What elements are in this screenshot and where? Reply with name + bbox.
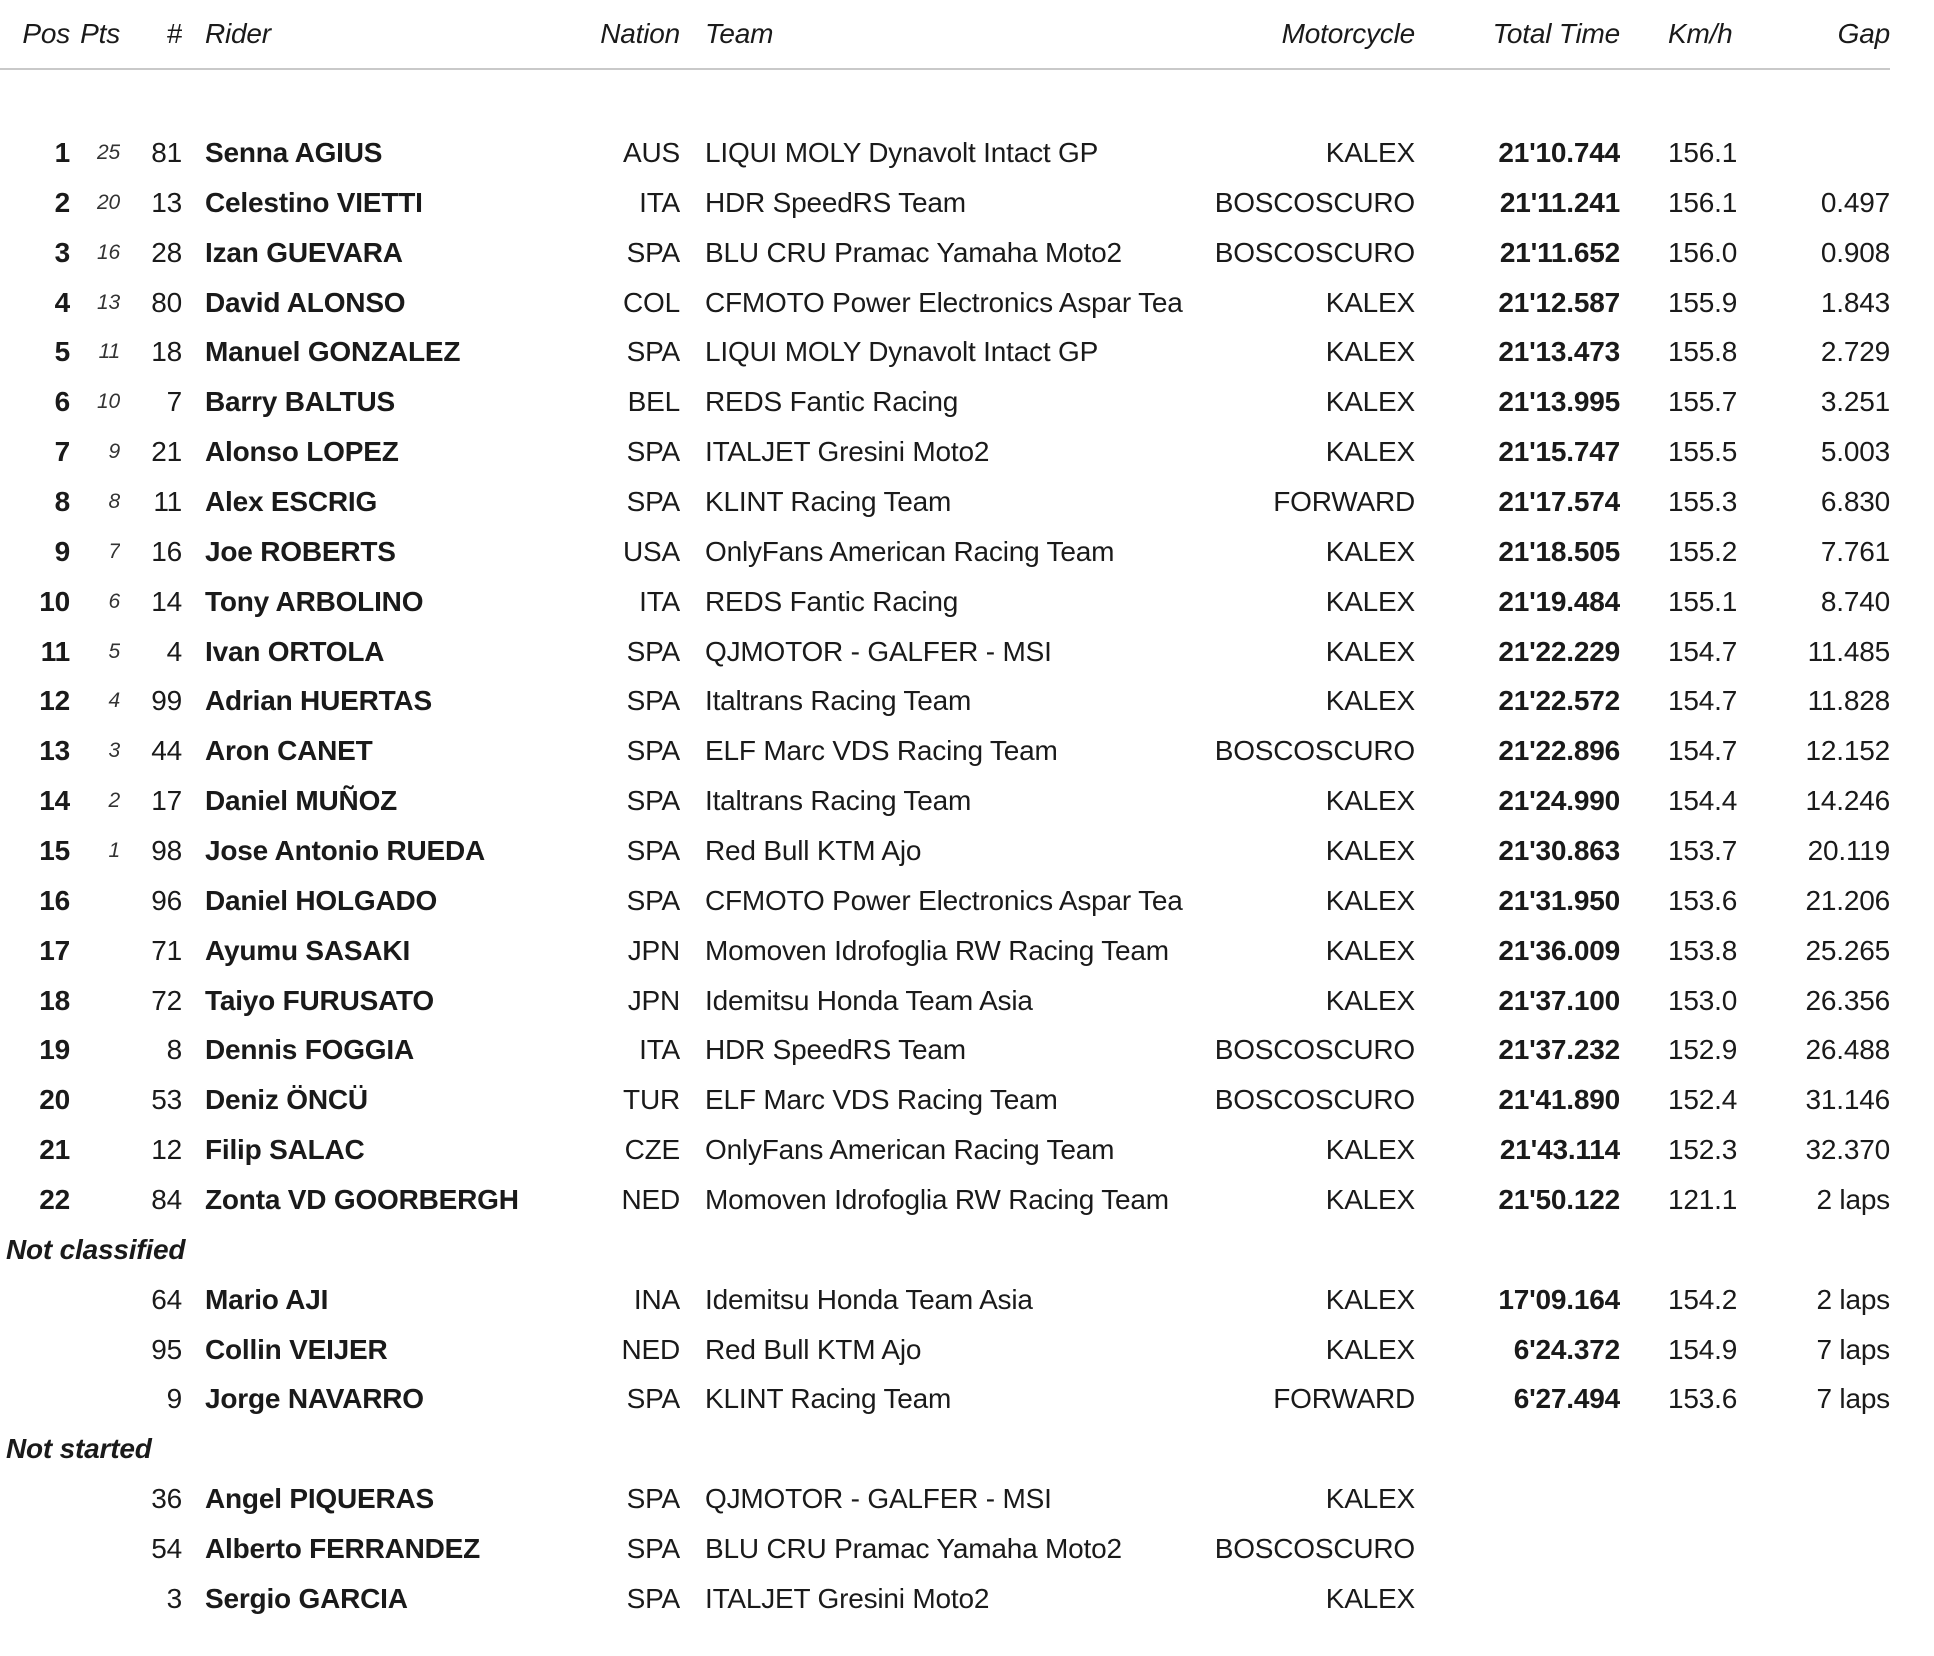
gap: 7.761 bbox=[1820, 535, 1890, 567]
rider-number: 36 bbox=[151, 1483, 182, 1515]
rider-name: Dennis FOGGIA bbox=[205, 1034, 414, 1066]
points: 13 bbox=[97, 290, 120, 314]
nation: SPA bbox=[626, 1483, 680, 1515]
total-time: 21'43.114 bbox=[1499, 1134, 1620, 1166]
total-time: 21'30.863 bbox=[1498, 834, 1620, 866]
team-name: ITALJET Gresini Moto2 bbox=[705, 1582, 990, 1614]
nation: JPN bbox=[627, 934, 680, 966]
team-name: CFMOTO Power Electronics Aspar Tea bbox=[705, 884, 1183, 916]
position: 14 bbox=[39, 785, 70, 817]
rider-number: 28 bbox=[151, 236, 182, 268]
results-body bbox=[0, 128, 1890, 1624]
rider-number: 84 bbox=[151, 1183, 182, 1215]
nation: SPA bbox=[626, 635, 680, 667]
rider-name: Daniel HOLGADO bbox=[205, 884, 438, 916]
team-name: ITALJET Gresini Moto2 bbox=[705, 436, 990, 468]
result-row bbox=[0, 1175, 1890, 1225]
kmh: 154.7 bbox=[1668, 635, 1738, 667]
points: 3 bbox=[108, 739, 120, 763]
nation: CZE bbox=[624, 1134, 680, 1166]
rider-name: Joe ROBERTS bbox=[205, 535, 396, 567]
total-time: 21'18.505 bbox=[1498, 535, 1620, 567]
nation: SPA bbox=[626, 1582, 680, 1614]
position: 13 bbox=[39, 735, 70, 767]
motorcycle: KALEX bbox=[1325, 286, 1415, 318]
rider-name: Ivan ORTOLA bbox=[205, 635, 385, 667]
header-body-spacer bbox=[0, 70, 1890, 128]
rider-number: 99 bbox=[151, 685, 182, 717]
total-time: 21'11.652 bbox=[1499, 236, 1620, 268]
nation: NED bbox=[621, 1333, 680, 1365]
nation: ITA bbox=[639, 186, 680, 218]
gap: 26.488 bbox=[1805, 1034, 1890, 1066]
motorcycle: KALEX bbox=[1325, 1183, 1415, 1215]
kmh: 155.3 bbox=[1668, 485, 1738, 517]
position: 1 bbox=[54, 136, 70, 168]
gap: 25.265 bbox=[1805, 934, 1890, 966]
points: 7 bbox=[108, 539, 120, 563]
position: 16 bbox=[39, 884, 70, 916]
team-name: Idemitsu Honda Team Asia bbox=[705, 1283, 1033, 1315]
result-row bbox=[0, 527, 1890, 577]
kmh: 156.0 bbox=[1668, 236, 1738, 268]
rider-name: Manuel GONZALEZ bbox=[205, 336, 461, 368]
rider-name: Deniz ÖNCÜ bbox=[205, 1084, 368, 1116]
result-row bbox=[0, 577, 1890, 627]
result-row bbox=[0, 627, 1890, 677]
nation: SPA bbox=[626, 735, 680, 767]
result-row bbox=[0, 926, 1890, 976]
kmh: 156.1 bbox=[1668, 186, 1738, 218]
column-header-gap: Gap bbox=[1837, 18, 1890, 49]
position: 10 bbox=[39, 585, 70, 617]
team-name: Momoven Idrofoglia RW Racing Team bbox=[705, 1183, 1169, 1215]
motorcycle: KALEX bbox=[1325, 535, 1415, 567]
team-name: OnlyFans American Racing Team bbox=[705, 535, 1115, 567]
result-row bbox=[0, 377, 1890, 427]
gap: 7 laps bbox=[1816, 1333, 1890, 1365]
column-header-pos: Pos bbox=[22, 18, 70, 49]
column-header-number: # bbox=[166, 18, 182, 49]
points: 8 bbox=[108, 489, 120, 513]
nation: SPA bbox=[626, 834, 680, 866]
motorcycle: KALEX bbox=[1325, 984, 1415, 1016]
total-time: 21'31.950 bbox=[1498, 884, 1620, 916]
motorcycle: BOSCOSCURO bbox=[1214, 186, 1415, 218]
points: 11 bbox=[98, 340, 120, 364]
motorcycle: KALEX bbox=[1325, 685, 1415, 717]
result-row bbox=[0, 726, 1890, 776]
kmh: 153.0 bbox=[1668, 984, 1738, 1016]
nation: SPA bbox=[626, 485, 680, 517]
position: 8 bbox=[54, 485, 70, 517]
team-name: Italtrans Racing Team bbox=[705, 685, 972, 717]
team-name: ELF Marc VDS Racing Team bbox=[705, 1084, 1058, 1116]
nation: SPA bbox=[626, 884, 680, 916]
result-row bbox=[0, 1574, 1890, 1624]
nation: SPA bbox=[626, 1383, 680, 1415]
rider-number: 3 bbox=[166, 1582, 182, 1614]
result-row bbox=[0, 327, 1890, 377]
kmh: 121.1 bbox=[1668, 1183, 1738, 1215]
rider-number: 17 bbox=[151, 785, 182, 817]
rider-number: 8 bbox=[166, 1034, 182, 1066]
motorcycle: BOSCOSCURO bbox=[1214, 236, 1415, 268]
position: 17 bbox=[39, 934, 70, 966]
result-row bbox=[0, 1125, 1890, 1175]
kmh: 156.1 bbox=[1668, 136, 1738, 168]
motorcycle: KALEX bbox=[1325, 1483, 1415, 1515]
kmh: 154.7 bbox=[1668, 735, 1738, 767]
team-name: HDR SpeedRS Team bbox=[705, 186, 966, 218]
points: 5 bbox=[108, 639, 120, 663]
rider-name: Adrian HUERTAS bbox=[205, 685, 432, 717]
column-header-kmh: Km/h bbox=[1668, 18, 1733, 49]
rider-name: Celestino VIETTI bbox=[205, 186, 423, 218]
result-row bbox=[0, 228, 1890, 278]
nation: AUS bbox=[623, 136, 680, 168]
rider-number: 7 bbox=[166, 386, 182, 418]
position: 7 bbox=[54, 436, 70, 468]
gap: 11.485 bbox=[1807, 635, 1890, 667]
result-row bbox=[0, 826, 1890, 876]
position: 11 bbox=[40, 635, 70, 667]
points: 1 bbox=[108, 838, 120, 862]
motorcycle: KALEX bbox=[1325, 386, 1415, 418]
total-time: 21'13.473 bbox=[1498, 336, 1620, 368]
points: 16 bbox=[97, 240, 120, 264]
team-name: CFMOTO Power Electronics Aspar Tea bbox=[705, 286, 1183, 318]
rider-number: 9 bbox=[166, 1383, 182, 1415]
team-name: HDR SpeedRS Team bbox=[705, 1034, 966, 1066]
total-time: 21'50.122 bbox=[1498, 1183, 1620, 1215]
rider-name: Alex ESCRIG bbox=[205, 485, 378, 517]
team-name: REDS Fantic Racing bbox=[705, 386, 959, 418]
position: 15 bbox=[39, 834, 70, 866]
section-title: Not classified bbox=[6, 1233, 186, 1265]
total-time: 21'37.232 bbox=[1498, 1034, 1620, 1066]
team-name: LIQUI MOLY Dynavolt Intact GP bbox=[705, 136, 1099, 168]
rider-number: 14 bbox=[151, 585, 182, 617]
motorcycle: KALEX bbox=[1325, 785, 1415, 817]
column-header-total-time: Total Time bbox=[1492, 18, 1620, 49]
motorcycle: BOSCOSCURO bbox=[1214, 735, 1415, 767]
nation: ITA bbox=[639, 585, 680, 617]
points: 25 bbox=[97, 140, 120, 164]
motorcycle: KALEX bbox=[1325, 635, 1415, 667]
gap: 32.370 bbox=[1805, 1134, 1890, 1166]
kmh: 155.2 bbox=[1668, 535, 1738, 567]
kmh: 153.6 bbox=[1668, 884, 1738, 916]
gap: 2 laps bbox=[1816, 1183, 1890, 1215]
total-time: 17'09.164 bbox=[1498, 1283, 1620, 1315]
gap: 12.152 bbox=[1805, 735, 1890, 767]
position: 4 bbox=[54, 286, 70, 318]
rider-name: David ALONSO bbox=[205, 286, 406, 318]
total-time: 21'36.009 bbox=[1498, 934, 1620, 966]
rider-number: 81 bbox=[151, 136, 182, 168]
team-name: QJMOTOR - GALFER - MSI bbox=[705, 635, 1052, 667]
nation: SPA bbox=[626, 336, 680, 368]
motorcycle: KALEX bbox=[1325, 336, 1415, 368]
motorcycle: BOSCOSCURO bbox=[1214, 1084, 1415, 1116]
nation: SPA bbox=[626, 785, 680, 817]
motorcycle: KALEX bbox=[1325, 136, 1415, 168]
rider-number: 18 bbox=[151, 336, 182, 368]
rider-number: 80 bbox=[151, 286, 182, 318]
nation: SPA bbox=[626, 436, 680, 468]
total-time: 21'12.587 bbox=[1498, 286, 1620, 318]
gap: 2.729 bbox=[1820, 336, 1890, 368]
rider-number: 4 bbox=[166, 635, 182, 667]
rider-number: 44 bbox=[151, 735, 182, 767]
motorcycle: KALEX bbox=[1325, 585, 1415, 617]
rider-name: Jorge NAVARRO bbox=[205, 1383, 424, 1415]
motorcycle: KALEX bbox=[1325, 884, 1415, 916]
total-time: 21'37.100 bbox=[1498, 984, 1620, 1016]
section-title: Not started bbox=[6, 1433, 152, 1465]
result-row bbox=[0, 1075, 1890, 1125]
team-name: KLINT Racing Team bbox=[705, 1383, 952, 1415]
gap: 21.206 bbox=[1805, 884, 1890, 916]
total-time: 6'24.372 bbox=[1513, 1333, 1620, 1365]
position: 19 bbox=[39, 1034, 70, 1066]
team-name: OnlyFans American Racing Team bbox=[705, 1134, 1115, 1166]
nation: COL bbox=[623, 286, 680, 318]
column-header-rider: Rider bbox=[205, 18, 271, 49]
total-time: 21'22.229 bbox=[1498, 635, 1620, 667]
team-name: Momoven Idrofoglia RW Racing Team bbox=[705, 934, 1169, 966]
nation: SPA bbox=[626, 236, 680, 268]
position: 20 bbox=[39, 1084, 70, 1116]
total-time: 21'13.995 bbox=[1498, 386, 1620, 418]
rider-name: Collin VEIJER bbox=[205, 1333, 388, 1365]
team-name: ELF Marc VDS Racing Team bbox=[705, 735, 1058, 767]
rider-name: Barry BALTUS bbox=[205, 386, 396, 418]
position: 3 bbox=[54, 236, 70, 268]
rider-number: 72 bbox=[151, 984, 182, 1016]
rider-number: 21 bbox=[151, 436, 182, 468]
rider-name: Alberto FERRANDEZ bbox=[205, 1532, 481, 1564]
total-time: 6'27.494 bbox=[1513, 1383, 1620, 1415]
kmh: 152.3 bbox=[1668, 1134, 1738, 1166]
rider-name: Senna AGIUS bbox=[205, 136, 383, 168]
result-row bbox=[0, 1325, 1890, 1375]
gap: 0.497 bbox=[1820, 186, 1890, 218]
result-row bbox=[0, 1374, 1890, 1424]
rider-name: Aron CANET bbox=[205, 735, 373, 767]
team-name: LIQUI MOLY Dynavolt Intact GP bbox=[705, 336, 1099, 368]
result-row bbox=[0, 427, 1890, 477]
rider-name: Sergio GARCIA bbox=[205, 1582, 408, 1614]
rider-name: Zonta VD GOORBERGH bbox=[205, 1183, 519, 1215]
kmh: 152.9 bbox=[1668, 1034, 1738, 1066]
rider-number: 98 bbox=[151, 834, 182, 866]
rider-number: 64 bbox=[151, 1283, 182, 1315]
column-header-team: Team bbox=[705, 18, 774, 49]
result-row bbox=[0, 477, 1890, 527]
total-time: 21'41.890 bbox=[1498, 1084, 1620, 1116]
team-name: BLU CRU Pramac Yamaha Moto2 bbox=[705, 236, 1122, 268]
points: 9 bbox=[108, 440, 120, 464]
gap: 14.246 bbox=[1805, 785, 1890, 817]
team-name: QJMOTOR - GALFER - MSI bbox=[705, 1483, 1052, 1515]
rider-number: 11 bbox=[153, 485, 182, 517]
kmh: 155.5 bbox=[1668, 436, 1738, 468]
points: 10 bbox=[97, 390, 120, 414]
gap: 7 laps bbox=[1816, 1383, 1890, 1415]
total-time: 21'15.747 bbox=[1498, 436, 1620, 468]
result-row bbox=[0, 676, 1890, 726]
total-time: 21'10.744 bbox=[1498, 136, 1620, 168]
motorcycle: BOSCOSCURO bbox=[1214, 1532, 1415, 1564]
kmh: 154.9 bbox=[1668, 1333, 1738, 1365]
kmh: 153.8 bbox=[1668, 934, 1738, 966]
rider-name: Mario AJI bbox=[205, 1283, 329, 1315]
rider-number: 96 bbox=[151, 884, 182, 916]
result-row bbox=[0, 1524, 1890, 1574]
kmh: 154.4 bbox=[1668, 785, 1738, 817]
kmh: 154.2 bbox=[1668, 1283, 1738, 1315]
gap: 8.740 bbox=[1820, 585, 1890, 617]
position: 2 bbox=[54, 186, 70, 218]
rider-name: Taiyo FURUSATO bbox=[205, 984, 434, 1016]
rider-number: 13 bbox=[151, 186, 182, 218]
gap: 11.828 bbox=[1807, 685, 1890, 717]
total-time: 21'11.241 bbox=[1499, 186, 1620, 218]
motorcycle: FORWARD bbox=[1273, 485, 1415, 517]
rider-number: 16 bbox=[151, 535, 182, 567]
nation: JPN bbox=[627, 984, 680, 1016]
column-header-motorcycle: Motorcycle bbox=[1281, 18, 1415, 49]
points: 2 bbox=[108, 789, 120, 813]
position: 9 bbox=[54, 535, 70, 567]
points: 20 bbox=[97, 190, 120, 214]
total-time: 21'17.574 bbox=[1498, 485, 1620, 517]
position: 18 bbox=[39, 984, 70, 1016]
nation: SPA bbox=[626, 685, 680, 717]
motorcycle: FORWARD bbox=[1273, 1383, 1415, 1415]
team-name: BLU CRU Pramac Yamaha Moto2 bbox=[705, 1532, 1122, 1564]
nation: USA bbox=[623, 535, 680, 567]
motorcycle: KALEX bbox=[1325, 1283, 1415, 1315]
result-row bbox=[0, 1025, 1890, 1075]
gap: 1.843 bbox=[1820, 286, 1890, 318]
nation: INA bbox=[633, 1283, 680, 1315]
result-row bbox=[0, 128, 1890, 178]
team-name: Idemitsu Honda Team Asia bbox=[705, 984, 1033, 1016]
position: 5 bbox=[54, 336, 70, 368]
rider-name: Izan GUEVARA bbox=[205, 236, 403, 268]
team-name: Red Bull KTM Ajo bbox=[705, 834, 922, 866]
total-time: 21'22.572 bbox=[1498, 685, 1620, 717]
total-time: 21'24.990 bbox=[1498, 785, 1620, 817]
gap: 26.356 bbox=[1805, 984, 1890, 1016]
rider-number: 95 bbox=[151, 1333, 182, 1365]
rider-name: Daniel MUÑOZ bbox=[205, 785, 398, 817]
kmh: 152.4 bbox=[1668, 1084, 1738, 1116]
gap: 6.830 bbox=[1820, 485, 1890, 517]
rider-number: 54 bbox=[151, 1532, 182, 1564]
team-name: REDS Fantic Racing bbox=[705, 585, 959, 617]
nation: BEL bbox=[627, 386, 680, 418]
gap: 2 laps bbox=[1816, 1283, 1890, 1315]
position: 21 bbox=[39, 1134, 70, 1166]
result-row bbox=[0, 1275, 1890, 1325]
kmh: 153.6 bbox=[1668, 1383, 1738, 1415]
gap: 3.251 bbox=[1820, 386, 1890, 418]
kmh: 154.7 bbox=[1668, 685, 1738, 717]
kmh: 155.1 bbox=[1668, 585, 1738, 617]
nation: ITA bbox=[639, 1034, 680, 1066]
motorcycle: KALEX bbox=[1325, 1134, 1415, 1166]
rider-number: 53 bbox=[151, 1084, 182, 1116]
column-header-nation: Nation bbox=[600, 18, 680, 49]
motorcycle: KALEX bbox=[1325, 834, 1415, 866]
column-header-pts: Pts bbox=[80, 18, 120, 49]
team-name: KLINT Racing Team bbox=[705, 485, 952, 517]
total-time: 21'19.484 bbox=[1498, 585, 1620, 617]
rider-number: 12 bbox=[151, 1134, 182, 1166]
points: 4 bbox=[108, 689, 120, 713]
result-row bbox=[0, 976, 1890, 1026]
nation: NED bbox=[621, 1183, 680, 1215]
points: 6 bbox=[108, 589, 120, 613]
rider-name: Tony ARBOLINO bbox=[205, 585, 424, 617]
team-name: Red Bull KTM Ajo bbox=[705, 1333, 922, 1365]
result-row bbox=[0, 278, 1890, 328]
position: 6 bbox=[54, 386, 70, 418]
nation: SPA bbox=[626, 1532, 680, 1564]
table-header-row bbox=[0, 0, 1890, 70]
rider-number: 71 bbox=[151, 934, 182, 966]
rider-name: Alonso LOPEZ bbox=[205, 436, 399, 468]
gap: 5.003 bbox=[1820, 436, 1890, 468]
total-time: 21'22.896 bbox=[1498, 735, 1620, 767]
motorcycle: KALEX bbox=[1325, 1582, 1415, 1614]
rider-name: Angel PIQUERAS bbox=[205, 1483, 435, 1515]
rider-name: Filip SALAC bbox=[205, 1134, 365, 1166]
kmh: 153.7 bbox=[1668, 834, 1738, 866]
kmh: 155.8 bbox=[1668, 336, 1738, 368]
team-name: Italtrans Racing Team bbox=[705, 785, 972, 817]
result-row bbox=[0, 876, 1890, 926]
rider-name: Ayumu SASAKI bbox=[205, 934, 411, 966]
motorcycle: KALEX bbox=[1325, 934, 1415, 966]
result-row bbox=[0, 776, 1890, 826]
motorcycle: KALEX bbox=[1325, 436, 1415, 468]
position: 22 bbox=[39, 1183, 70, 1215]
motorcycle: BOSCOSCURO bbox=[1214, 1034, 1415, 1066]
kmh: 155.7 bbox=[1668, 386, 1738, 418]
result-row bbox=[0, 178, 1890, 228]
gap: 20.119 bbox=[1807, 834, 1890, 866]
position: 12 bbox=[39, 685, 70, 717]
gap: 31.146 bbox=[1805, 1084, 1890, 1116]
rider-name: Jose Antonio RUEDA bbox=[205, 834, 486, 866]
kmh: 155.9 bbox=[1668, 286, 1738, 318]
motorcycle: KALEX bbox=[1325, 1333, 1415, 1365]
gap: 0.908 bbox=[1820, 236, 1890, 268]
result-row bbox=[0, 1474, 1890, 1524]
nation: TUR bbox=[623, 1084, 680, 1116]
